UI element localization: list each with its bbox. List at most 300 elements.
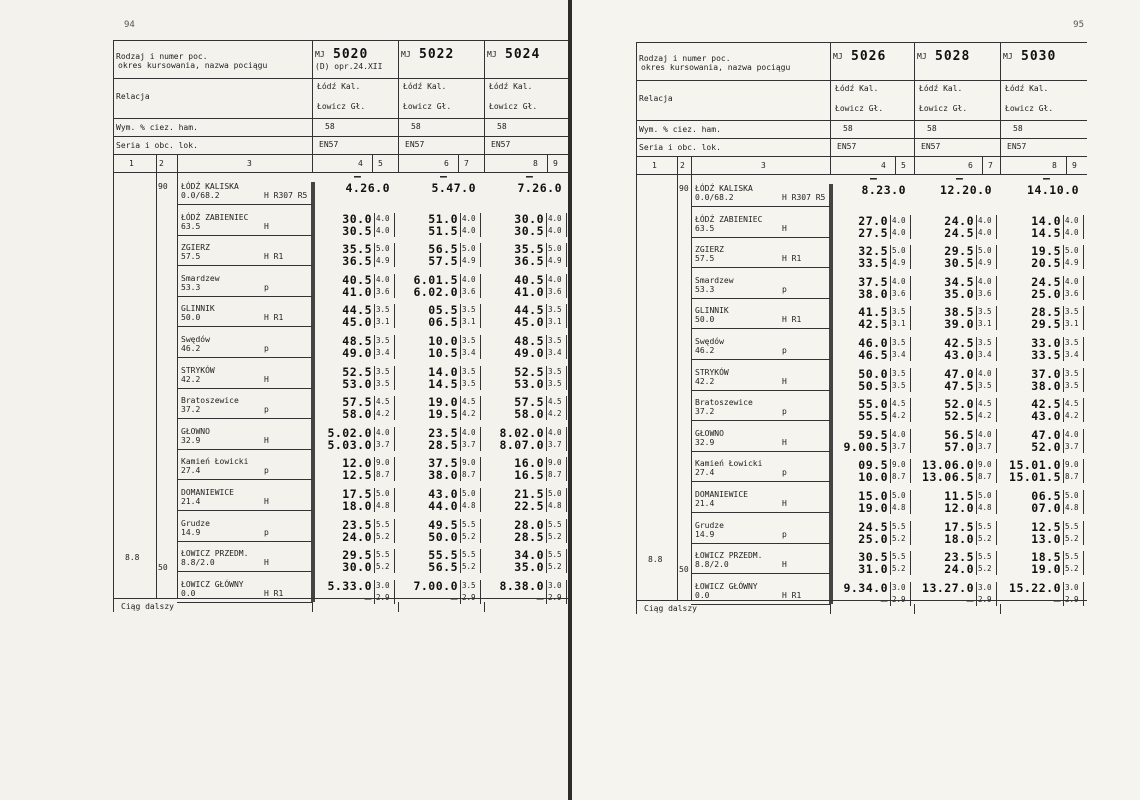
station-name: ŁÓDŹ KALISKA [695, 184, 753, 193]
rule-line [480, 519, 481, 531]
run-time-value: 4.0 [892, 276, 906, 286]
run-time-value: 5.2 [978, 533, 992, 543]
run-time-value: 4.2 [892, 411, 906, 421]
rule-line [636, 174, 1087, 175]
rule-line [398, 40, 399, 172]
rule-line [636, 80, 1087, 81]
rule-line [312, 602, 313, 612]
rule-line [546, 255, 547, 267]
rule-line [374, 427, 375, 439]
rule-line [398, 602, 399, 612]
run-time-value: 3.6 [462, 286, 476, 296]
rule-line [394, 519, 395, 531]
time-value: 05.5 [428, 303, 458, 318]
rule-line [996, 306, 997, 318]
run-time-value: 3.4 [462, 348, 476, 357]
rule-line [460, 335, 461, 347]
station-km: 14.9 [695, 529, 715, 539]
rule-line [636, 600, 1087, 601]
run-time-value: 8.7 [1065, 472, 1079, 482]
rule-line [480, 549, 481, 561]
rule-line [890, 398, 891, 410]
rule-line [374, 500, 375, 512]
time-value: 40.5 [514, 272, 544, 287]
train-kind: MJ [1003, 52, 1013, 61]
station-km: 0.0 [181, 588, 196, 598]
time-value: 57.5 [342, 395, 372, 410]
rule-line [1063, 441, 1064, 453]
run-time-value: 5.0 [892, 491, 906, 500]
rule-line [480, 316, 481, 328]
rule-line [394, 457, 395, 469]
run-time-value: 3.5 [892, 380, 906, 390]
time-value: 20.5 [1031, 256, 1061, 271]
header-loco-label: Seria i obc. lok. [639, 143, 721, 152]
rule-line [566, 274, 567, 286]
rule-line [546, 580, 547, 592]
time-value: 52.5 [944, 409, 974, 424]
time-value: 37.5 [428, 456, 458, 471]
rule-line [480, 427, 481, 439]
run-time-value: 9.0 [978, 460, 992, 470]
rule-line [177, 602, 312, 603]
rule-line [636, 42, 1087, 43]
time-value: 7.00.0 [413, 578, 458, 593]
run-time-value: 5.0 [892, 246, 906, 256]
rule-line [890, 368, 891, 380]
station-km: 27.4 [181, 466, 201, 476]
rule-line [996, 459, 997, 471]
time-value: 12.0 [342, 456, 372, 471]
station-name: ŁOWICZ GŁÓWNY [695, 581, 758, 591]
run-time-value: 3.5 [376, 336, 390, 345]
station-name: STRYKÓW [695, 367, 729, 377]
rule-line [1063, 276, 1064, 288]
rule-line [910, 551, 911, 563]
rule-line [1083, 245, 1084, 257]
rule-line [546, 286, 547, 298]
rule-line [890, 227, 891, 239]
time-value: 18.5 [1031, 550, 1061, 565]
rule-line [1063, 471, 1064, 483]
run-time-value: 3.0 [892, 582, 906, 592]
rule-line [976, 471, 977, 483]
station-code: p [264, 344, 269, 353]
run-time-value: 3.6 [978, 288, 992, 298]
rule-line [374, 396, 375, 408]
train-to: Łowicz Gł. [489, 102, 538, 111]
run-time-value: 3.7 [462, 439, 476, 449]
column-number: 8 [533, 159, 538, 168]
rule-line [480, 488, 481, 500]
time-value: 14.0 [428, 364, 458, 379]
rule-line [177, 449, 312, 450]
column-number: 4 [881, 161, 886, 170]
rule-line [1063, 380, 1064, 392]
time-value: 15.01.0 [1009, 458, 1061, 473]
rule-line [1063, 288, 1064, 300]
rule-line [910, 429, 911, 441]
rule-line [910, 349, 911, 361]
rule-line [996, 563, 997, 575]
run-time-value: 3.7 [978, 441, 992, 451]
station-code: p [264, 466, 269, 476]
rule-line [374, 274, 375, 286]
rule-line [460, 427, 461, 439]
rule-line [976, 380, 977, 392]
rule-line [546, 396, 547, 408]
station-km: 57.5 [695, 254, 715, 264]
run-time-value: 3.5 [892, 338, 906, 347]
rule-line [546, 439, 547, 451]
station-code: H [264, 558, 269, 568]
run-time-value: 5.0 [548, 489, 562, 498]
time-value: 13.0 [1031, 531, 1061, 546]
run-time-value: 5.0 [1065, 491, 1079, 500]
time-value: 32.5 [858, 244, 888, 259]
run-time-value: 4.5 [376, 397, 390, 407]
rule-line [976, 410, 977, 422]
rule-line [460, 439, 461, 451]
run-time-value: 3.4 [376, 348, 390, 357]
time-value: 9.00.5 [843, 439, 888, 454]
run-time-value: 3.1 [376, 317, 390, 327]
rule-line [546, 304, 547, 316]
rule-line [177, 571, 312, 572]
time-value: 34.0 [514, 548, 544, 563]
rule-line [910, 490, 911, 502]
run-time-value: 5.5 [1065, 521, 1079, 531]
rule-line [546, 243, 547, 255]
time-value: 29.5 [342, 548, 372, 563]
rule-line [460, 457, 461, 469]
station-name: STRYKÓW [181, 365, 215, 375]
time-value: 52.0 [1031, 439, 1061, 454]
rule-line [546, 531, 547, 543]
run-time-value: 8.7 [462, 470, 476, 480]
rule-line [691, 573, 830, 574]
run-time-value: 4.0 [1065, 215, 1079, 225]
run-time-value: 3.5 [548, 336, 562, 345]
run-time-value: 4.0 [376, 427, 390, 437]
rule-line [546, 378, 547, 390]
run-time-value: 3.5 [462, 305, 476, 315]
rule-line [691, 604, 830, 605]
column-number: 3 [247, 159, 252, 168]
time-value: 52.5 [514, 364, 544, 379]
train-to: Łowicz Gł. [403, 102, 452, 111]
rule-line [1063, 533, 1064, 545]
time-value: 24.0 [944, 562, 974, 577]
rule-line [546, 457, 547, 469]
time-value: 17.5 [944, 519, 974, 534]
station-km: 21.4 [181, 497, 201, 506]
train-kind: MJ [487, 50, 497, 59]
time-value: 19.5 [1031, 244, 1061, 259]
rule-line [460, 519, 461, 531]
rule-line [1063, 410, 1064, 422]
header-relacja-label: Relacja [639, 94, 673, 103]
station-km: 21.4 [695, 499, 715, 508]
rule-line [460, 255, 461, 267]
time-value: 46.0 [858, 336, 888, 350]
time-value: 45.0 [514, 315, 544, 330]
time-value: 30.5 [514, 223, 544, 238]
run-time-value: 3.5 [1065, 368, 1079, 378]
station-code: H [264, 497, 269, 506]
rule-line [890, 551, 891, 563]
rule-line [546, 274, 547, 286]
run-time-value: 4.2 [1065, 411, 1079, 421]
time-value: 53.0 [342, 376, 372, 391]
rule-line [460, 213, 461, 225]
run-time-value: 3.0 [978, 582, 992, 592]
run-time-value: 4.2 [548, 409, 562, 419]
rule-line [1000, 604, 1001, 614]
time-value: 39.0 [944, 317, 974, 332]
rule-line [910, 337, 911, 349]
station-code: p [782, 284, 787, 294]
run-time-value: 3.5 [376, 378, 390, 388]
rule-line [890, 349, 891, 361]
rule-line [895, 156, 896, 174]
rule-line [890, 276, 891, 288]
run-time-value: 9.0 [892, 460, 906, 470]
rule-line [910, 410, 911, 422]
rule-line [394, 316, 395, 328]
station-km: 42.2 [695, 376, 715, 386]
rule-line [976, 441, 977, 453]
rule-line [460, 366, 461, 378]
run-time-value: 5.2 [892, 533, 906, 543]
run-time-value: 4.8 [548, 501, 562, 510]
train-number: 5026 [851, 49, 887, 64]
time-value: 8.02.0 [499, 425, 544, 440]
run-time-value: 4.9 [1065, 258, 1079, 268]
train-to: Łowicz Gł. [1005, 104, 1054, 113]
rule-line [1083, 563, 1084, 575]
rule-line [890, 490, 891, 502]
station-code: p [782, 346, 787, 355]
station-km: 0.0 [695, 590, 710, 600]
time-value: 57.0 [944, 439, 974, 454]
run-time-value: 4.0 [978, 227, 992, 237]
time-value: 43.0 [1031, 409, 1061, 424]
rule-line [566, 316, 567, 328]
train-number: 5028 [935, 49, 971, 64]
station-code: H [264, 374, 269, 384]
run-time-value: 4.0 [548, 225, 562, 235]
rule-line [566, 304, 567, 316]
time-value: 27.0 [858, 213, 888, 228]
time-value: 49.5 [428, 517, 458, 532]
rule-line [830, 604, 831, 614]
time-value: 28.5 [428, 437, 458, 452]
time-value: 57.5 [514, 395, 544, 410]
run-time-value: 5.5 [1065, 552, 1079, 562]
time-value: 38.0 [1031, 378, 1061, 393]
route-line-bar [311, 182, 315, 602]
rule-line [566, 243, 567, 255]
rule-line [480, 580, 481, 592]
run-time-value: 3.5 [548, 366, 562, 376]
rule-line [566, 519, 567, 531]
rule-line [460, 347, 461, 359]
train-from: Łódź Kal. [919, 84, 963, 93]
time-value: 52.5 [342, 364, 372, 379]
rule-line [394, 469, 395, 481]
run-time-value: 3.5 [978, 338, 992, 347]
station-code: H R1 [782, 254, 802, 264]
time-value: 24.5 [944, 225, 974, 240]
rule-line [910, 288, 911, 300]
rule-line [830, 42, 831, 174]
time-value: 23.5 [428, 425, 458, 440]
run-time-value: 5.2 [462, 531, 476, 541]
rule-line [1063, 459, 1064, 471]
rule-line [910, 318, 911, 330]
time-value: 56.5 [428, 242, 458, 257]
time-value: 44.5 [514, 303, 544, 318]
rule-line [113, 154, 570, 155]
rule-line [996, 318, 997, 330]
rule-line [480, 531, 481, 543]
rule-line [566, 488, 567, 500]
station-code: H R1 [264, 252, 284, 262]
run-time-value: 4.8 [978, 503, 992, 512]
run-time-value: 4.8 [376, 501, 390, 510]
station-name: DOMANIEWICE [695, 490, 748, 499]
rule-line [890, 441, 891, 453]
run-time-value: 3.5 [892, 368, 906, 378]
time-value: 7.26.0 [517, 181, 562, 195]
train-brake: 58 [843, 124, 853, 133]
run-time-value: 3.6 [892, 288, 906, 298]
run-time-value: 3.5 [462, 378, 476, 388]
run-time-value: 3.7 [892, 441, 906, 451]
rule-line [910, 563, 911, 575]
rule-line [566, 347, 567, 359]
time-value: 38.0 [428, 468, 458, 483]
rule-line [177, 541, 312, 542]
run-time-value: 3.5 [978, 307, 992, 317]
rule-line [910, 215, 911, 227]
line-number: 90 [158, 182, 168, 191]
train-loco: EN57 [837, 142, 857, 151]
station-code: p [782, 529, 787, 539]
rule-line [394, 213, 395, 225]
time-value: 49.0 [342, 346, 372, 360]
station-code: H R307 R5 [782, 193, 826, 202]
time-value: 11.5 [944, 489, 974, 503]
train-note: (D) opr.24.XII [315, 62, 383, 71]
rule-line [1083, 490, 1084, 502]
run-time-value: 4.9 [978, 258, 992, 268]
rule-line [976, 398, 977, 410]
run-time-value: 4.5 [462, 397, 476, 407]
rule-line [546, 549, 547, 561]
rule-line [976, 582, 977, 594]
rule-line [691, 298, 830, 299]
rule-line [1083, 441, 1084, 453]
rule-line [910, 441, 911, 453]
rule-line [374, 243, 375, 255]
time-value: 30.0 [342, 211, 372, 226]
page-number: 95 [1073, 20, 1084, 30]
time-value: 21.5 [514, 487, 544, 501]
run-time-value: 4.0 [978, 368, 992, 378]
time-value: 31.0 [858, 562, 888, 577]
run-time-value: 4.5 [978, 399, 992, 409]
rule-line [996, 582, 997, 594]
time-value: 35.5 [342, 242, 372, 257]
station-code: H [264, 435, 269, 445]
rule-line [460, 378, 461, 390]
rule-line [1083, 521, 1084, 533]
rule-line [113, 78, 570, 79]
time-value: 13.27.0 [922, 580, 974, 595]
run-time-value: 5.2 [462, 562, 476, 572]
time-value: 22.5 [514, 499, 544, 513]
rule-line [910, 471, 911, 483]
station-name: ZGIERZ [181, 243, 210, 253]
rule-line [546, 316, 547, 328]
rule-line [394, 500, 395, 512]
time-value: 57.5 [428, 254, 458, 269]
station-km: 53.3 [181, 282, 201, 292]
rule-line [113, 172, 570, 173]
rule-line [1083, 459, 1084, 471]
rule-line [1083, 429, 1084, 441]
run-time-value: 5.5 [548, 519, 562, 529]
rule-line [374, 335, 375, 347]
time-value: 41.5 [858, 305, 888, 320]
column-number: 5 [378, 159, 383, 168]
rule-line [691, 512, 830, 513]
rule-line [460, 408, 461, 420]
rule-line [480, 561, 481, 573]
rule-line [996, 276, 997, 288]
train-brake: 58 [411, 122, 421, 131]
train-from: Łódź Kal. [489, 82, 533, 91]
train-kind: MJ [401, 50, 411, 59]
station-km: 32.9 [181, 435, 201, 445]
run-time-value: 5.5 [978, 552, 992, 562]
rule-line [691, 543, 830, 544]
rule-line [691, 451, 830, 452]
column-number: 6 [444, 159, 449, 168]
rule-line [374, 225, 375, 237]
rule-line [374, 519, 375, 531]
station-name: Swędów [181, 335, 210, 344]
run-time-value: 4.2 [376, 409, 390, 419]
rule-line [1083, 533, 1084, 545]
run-time-value: 3.5 [462, 580, 476, 590]
station-km: 53.3 [695, 284, 715, 294]
time-value: 49.0 [514, 346, 544, 360]
station-name: Smardzew [695, 275, 734, 285]
rule-line [636, 156, 1087, 157]
rule-line [996, 551, 997, 563]
rule-line [691, 206, 830, 207]
rule-line [996, 533, 997, 545]
rule-line [460, 316, 461, 328]
station-name: ZGIERZ [695, 245, 724, 255]
run-time-value: 5.5 [892, 552, 906, 562]
run-time-value: 4.0 [462, 225, 476, 235]
rule-line [1083, 337, 1084, 349]
header-loco-label: Seria i obc. lok. [116, 141, 198, 150]
